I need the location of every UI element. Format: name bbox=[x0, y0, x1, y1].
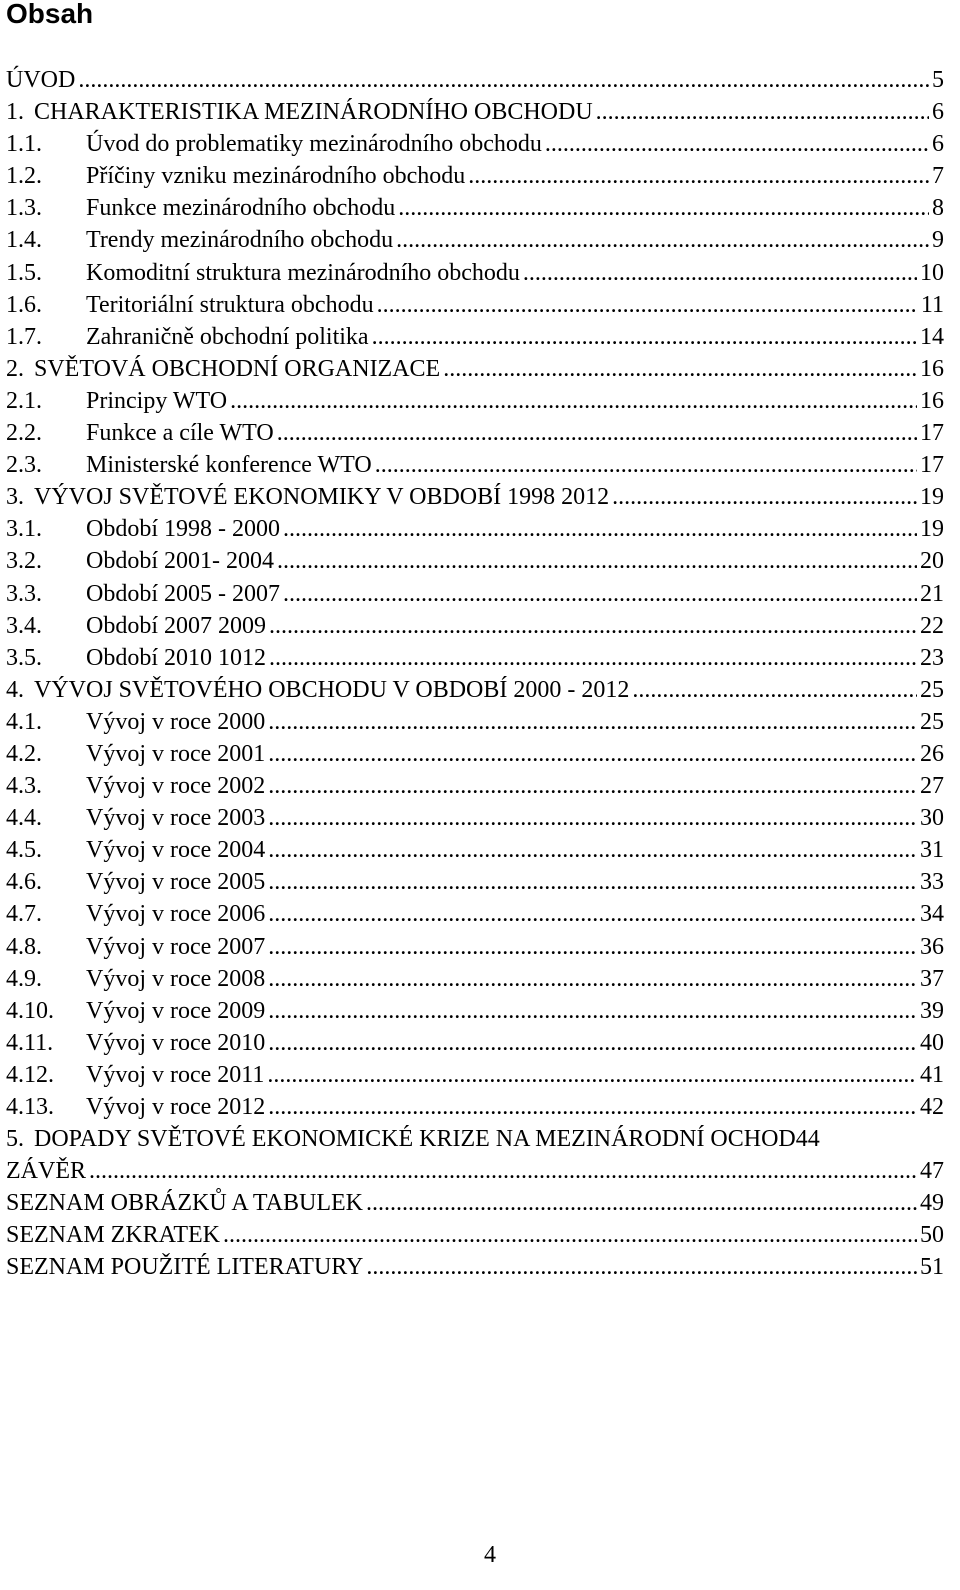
toc-entry-page: 20 bbox=[920, 548, 944, 575]
toc-entry[interactable] bbox=[6, 1027, 944, 1059]
toc-entry-page: 16 bbox=[920, 387, 944, 414]
toc-entry-page: 42 bbox=[920, 1094, 944, 1120]
toc-entry[interactable] bbox=[6, 160, 944, 192]
toc-entry[interactable] bbox=[6, 706, 944, 738]
toc-entry[interactable] bbox=[6, 995, 944, 1027]
toc-entry-title: Vývoj v roce 2003 bbox=[86, 805, 266, 832]
toc-dot-leader bbox=[223, 1219, 917, 1251]
toc-entry-title: SEZNAM POUŽITÉ LITERATURY bbox=[6, 1254, 364, 1281]
toc-entry[interactable] bbox=[6, 1251, 944, 1283]
toc-entry-title: Principy WTO bbox=[86, 387, 228, 414]
toc-entry-page: 8 bbox=[932, 195, 944, 222]
toc-dot-leader bbox=[268, 738, 917, 770]
toc-entry-title: Zahraničně obchodní politika bbox=[86, 323, 369, 350]
toc-dot-leader bbox=[268, 706, 917, 738]
toc-entry[interactable] bbox=[6, 578, 944, 610]
toc-entry-number: 3.5. bbox=[6, 644, 42, 671]
toc-entry-number: 3.2. bbox=[6, 548, 42, 575]
toc-entry-title: Vývoj v roce 2005 bbox=[86, 869, 266, 896]
toc-entry-number: 3. bbox=[6, 484, 24, 511]
toc-dot-leader bbox=[398, 192, 929, 224]
toc-entry-number: 4.12. bbox=[6, 1061, 54, 1088]
toc-entry[interactable] bbox=[6, 610, 944, 642]
toc-entry[interactable] bbox=[6, 128, 944, 160]
toc-dot-leader bbox=[523, 257, 917, 289]
toc-entry-page: 10 bbox=[920, 259, 944, 286]
toc-entry-number: 4.2. bbox=[6, 740, 42, 767]
toc-entry-page: 23 bbox=[920, 644, 944, 671]
toc-entry-number: 2.3. bbox=[6, 452, 42, 479]
toc-entry-page: 17 bbox=[920, 420, 944, 447]
toc-entry-page: 6 bbox=[932, 131, 944, 158]
toc-dot-leader bbox=[268, 770, 917, 802]
toc-entry-title: Období 2010 1012 bbox=[86, 644, 266, 671]
toc-entry-number: 2.1. bbox=[6, 387, 42, 414]
toc-entry-title: Období 2001- 2004 bbox=[86, 548, 274, 575]
toc-entry[interactable] bbox=[6, 770, 944, 802]
toc-entry[interactable] bbox=[6, 642, 944, 674]
toc-entry[interactable] bbox=[6, 674, 944, 706]
toc-dot-leader bbox=[89, 1155, 917, 1187]
toc-entry-page: 5 bbox=[932, 67, 944, 93]
table-of-contents bbox=[6, 64, 944, 1284]
toc-entry-title: Vývoj v roce 2007 bbox=[86, 933, 266, 960]
toc-dot-leader bbox=[366, 1251, 917, 1283]
toc-dot-leader bbox=[372, 321, 917, 353]
toc-entry-title: Vývoj v roce 2001 bbox=[86, 740, 266, 767]
toc-dot-leader bbox=[596, 96, 929, 128]
toc-entry-number: 4.3. bbox=[6, 773, 42, 800]
toc-entry[interactable] bbox=[6, 963, 944, 995]
toc-entry-title: VÝVOJ SVĚTOVÉ EKONOMIKY V OBDOBÍ 1998 2012 bbox=[34, 484, 610, 511]
toc-entry-page: 26 bbox=[920, 740, 944, 767]
toc-entry-number: 5. bbox=[6, 1126, 24, 1153]
toc-entry-page: 33 bbox=[920, 869, 944, 896]
toc-entry-number: 1. bbox=[6, 99, 24, 126]
toc-entry-number: 4.7. bbox=[6, 901, 42, 928]
toc-entry-number: 3.4. bbox=[6, 612, 42, 639]
toc-entry[interactable] bbox=[6, 224, 944, 256]
toc-entry-title: Vývoj v roce 2006 bbox=[86, 901, 266, 928]
toc-entry-page: 36 bbox=[920, 933, 944, 960]
toc-dot-leader bbox=[268, 866, 917, 898]
toc-entry-page: 31 bbox=[920, 837, 944, 864]
toc-entry-title: Období 1998 - 2000 bbox=[86, 516, 280, 543]
toc-entry-title: SEZNAM OBRÁZKŮ A TABULEK bbox=[6, 1190, 363, 1217]
toc-dot-leader bbox=[283, 513, 917, 545]
toc-entry-page: 30 bbox=[920, 805, 944, 832]
toc-entry-title: Vývoj v roce 2004 bbox=[86, 837, 266, 864]
toc-entry-page: 37 bbox=[920, 965, 944, 992]
toc-entry[interactable] bbox=[6, 738, 944, 770]
toc-dot-leader bbox=[267, 1059, 917, 1091]
toc-dot-leader bbox=[443, 353, 917, 385]
toc-dot-leader bbox=[268, 963, 917, 995]
toc-entry[interactable] bbox=[6, 1219, 944, 1251]
toc-entry-page: 11 bbox=[920, 291, 944, 318]
toc-entry[interactable] bbox=[6, 257, 944, 289]
toc-entry[interactable] bbox=[6, 321, 944, 353]
toc-entry-title: Vývoj v roce 2002 bbox=[86, 773, 266, 800]
toc-dot-leader bbox=[283, 578, 917, 610]
toc-entry-page: 7 bbox=[932, 163, 944, 190]
toc-entry-page: 25 bbox=[920, 676, 944, 703]
page-number: 4 bbox=[484, 1542, 496, 1568]
toc-entry-page: 22 bbox=[920, 612, 944, 639]
toc-entry-page: 49 bbox=[920, 1190, 944, 1217]
toc-dot-leader bbox=[268, 931, 917, 963]
toc-entry-page: 40 bbox=[920, 1029, 944, 1056]
toc-entry-page: 21 bbox=[920, 580, 944, 607]
toc-entry-title: ZÁVĚR bbox=[6, 1158, 86, 1185]
toc-dot-leader bbox=[377, 289, 918, 321]
toc-entry[interactable] bbox=[6, 898, 944, 930]
toc-entry-title: Období 2007 2009 bbox=[86, 612, 266, 639]
toc-entry-page: 6 bbox=[932, 99, 944, 126]
toc-entry-page: 19 bbox=[920, 484, 944, 511]
toc-entry-title: SEZNAM ZKRATEK bbox=[6, 1222, 220, 1249]
toc-dot-leader bbox=[277, 417, 917, 449]
toc-entry-title: Ministerské konference WTO bbox=[86, 452, 372, 479]
toc-dot-leader bbox=[468, 160, 929, 192]
toc-entry-number: 4.11. bbox=[6, 1029, 54, 1056]
toc-entry-page: 14 bbox=[920, 323, 944, 350]
toc-entry[interactable] bbox=[6, 353, 944, 385]
toc-entry-title: Trendy mezinárodního obchodu bbox=[86, 227, 394, 254]
toc-entry-title: Příčiny vzniku mezinárodního obchodu bbox=[86, 163, 466, 190]
toc-entry[interactable] bbox=[6, 96, 944, 128]
toc-dot-leader bbox=[78, 64, 929, 96]
toc-entry-title: Vývoj v roce 2008 bbox=[86, 965, 266, 992]
toc-entry-title: SVĚTOVÁ OBCHODNÍ ORGANIZACE bbox=[34, 355, 441, 382]
toc-entry[interactable] bbox=[6, 866, 944, 898]
toc-entry-number: 4.4. bbox=[6, 805, 42, 832]
toc-entry-title: Teritoriální struktura obchodu bbox=[86, 291, 374, 318]
toc-entry-number: 2.2. bbox=[6, 420, 42, 447]
toc-entry-page: 41 bbox=[920, 1061, 944, 1088]
toc-entry-page: 34 bbox=[920, 901, 944, 928]
toc-entry-page: 50 bbox=[920, 1222, 944, 1249]
toc-entry[interactable] bbox=[6, 834, 944, 866]
toc-entry-title: Vývoj v roce 2009 bbox=[86, 997, 266, 1024]
toc-dot-leader bbox=[268, 834, 917, 866]
toc-entry[interactable] bbox=[6, 385, 944, 417]
toc-dot-leader bbox=[269, 642, 917, 674]
toc-dot-leader bbox=[268, 802, 917, 834]
toc-entry-number: 1.2. bbox=[6, 163, 42, 190]
toc-dot-leader bbox=[612, 481, 917, 513]
toc-entry[interactable] bbox=[6, 545, 944, 577]
toc-entry-number: 4.13. bbox=[6, 1094, 54, 1120]
toc-entry-number: 3.3. bbox=[6, 580, 42, 607]
toc-dot-leader bbox=[277, 545, 917, 577]
toc-entry-number: 1.7. bbox=[6, 323, 42, 350]
toc-entry-page: 51 bbox=[920, 1254, 944, 1281]
toc-entry-title: Úvod do problematiky mezinárodního obchodu bbox=[86, 131, 542, 158]
toc-entry-title: Komoditní struktura mezinárodního obchodu bbox=[86, 259, 520, 286]
toc-entry-title: DOPADY SVĚTOVÉ EKONOMICKÉ KRIZE NA MEZINÁRODNÍ OCHOD bbox=[34, 1126, 796, 1153]
toc-entry-title: Vývoj v roce 2012 bbox=[86, 1094, 266, 1120]
toc-entry-title: VÝVOJ SVĚTOVÉHO OBCHODU V OBDOBÍ 2000 - 2012 bbox=[34, 676, 630, 703]
toc-dot-leader bbox=[268, 995, 917, 1027]
toc-dot-leader bbox=[366, 1187, 917, 1219]
toc-entry[interactable] bbox=[6, 1091, 944, 1123]
toc-entry-page: 27 bbox=[920, 773, 944, 800]
toc-entry-page: 44 bbox=[795, 1126, 820, 1153]
toc-entry-number: 1.3. bbox=[6, 195, 42, 222]
toc-entry-number: 3.1. bbox=[6, 516, 42, 543]
toc-entry-number: 4.8. bbox=[6, 933, 42, 960]
page-title: Obsah bbox=[6, 0, 94, 29]
toc-entry-number: 1.6. bbox=[6, 291, 42, 318]
toc-entry-page: 9 bbox=[932, 227, 944, 254]
toc-entry-number: 4. bbox=[6, 676, 24, 703]
toc-entry[interactable] bbox=[6, 931, 944, 963]
toc-entry-number: 1.1. bbox=[6, 131, 42, 158]
toc-entry-title: Vývoj v roce 2000 bbox=[86, 708, 266, 735]
toc-dot-leader bbox=[268, 898, 917, 930]
toc-entry-page: 16 bbox=[920, 355, 944, 382]
toc-entry-number: 4.1. bbox=[6, 708, 42, 735]
toc-entry-number: 4.6. bbox=[6, 869, 42, 896]
toc-entry[interactable] bbox=[6, 1187, 944, 1219]
toc-entry[interactable] bbox=[6, 289, 944, 321]
toc-entry[interactable] bbox=[6, 1155, 944, 1187]
toc-entry-page: 19 bbox=[920, 516, 944, 543]
toc-dot-leader bbox=[632, 674, 917, 706]
toc-dot-leader bbox=[396, 224, 929, 256]
toc-entry-title: Funkce a cíle WTO bbox=[86, 420, 274, 447]
toc-entry-title: Vývoj v roce 2010 bbox=[86, 1029, 266, 1056]
toc-entry[interactable] bbox=[6, 513, 944, 545]
toc-entry[interactable] bbox=[6, 1123, 944, 1155]
toc-dot-leader bbox=[230, 385, 917, 417]
toc-entry-title: Vývoj v roce 2011 bbox=[86, 1061, 265, 1088]
toc-entry[interactable] bbox=[6, 192, 944, 224]
toc-entry-number: 2. bbox=[6, 355, 24, 382]
toc-entry-page: 39 bbox=[920, 997, 944, 1024]
toc-entry-number: 4.5. bbox=[6, 837, 42, 864]
toc-entry-number: 1.4. bbox=[6, 227, 42, 254]
toc-entry-page: 47 bbox=[920, 1158, 944, 1185]
toc-dot-leader bbox=[268, 1027, 917, 1059]
toc-entry[interactable] bbox=[6, 802, 944, 834]
toc-entry-page: 17 bbox=[920, 452, 944, 479]
toc-entry-number: 4.9. bbox=[6, 965, 42, 992]
toc-entry[interactable] bbox=[6, 449, 944, 481]
toc-entry-page: 25 bbox=[920, 708, 944, 735]
toc-dot-leader bbox=[545, 128, 929, 160]
toc-entry-title: ÚVOD bbox=[6, 67, 76, 93]
toc-entry[interactable] bbox=[6, 481, 944, 513]
toc-entry[interactable] bbox=[6, 64, 944, 96]
toc-entry-title: Období 2005 - 2007 bbox=[86, 580, 280, 607]
toc-entry-title: CHARAKTERISTIKA MEZINÁRODNÍHO OBCHODU bbox=[34, 99, 593, 126]
toc-dot-leader bbox=[269, 610, 917, 642]
toc-dot-leader bbox=[268, 1091, 917, 1123]
toc-entry-number: 1.5. bbox=[6, 259, 42, 286]
toc-dot-leader bbox=[375, 449, 917, 481]
toc-entry-number: 4.10. bbox=[6, 997, 54, 1024]
toc-entry[interactable] bbox=[6, 1059, 944, 1091]
toc-entry-title: Funkce mezinárodního obchodu bbox=[86, 195, 396, 222]
toc-entry[interactable] bbox=[6, 417, 944, 449]
